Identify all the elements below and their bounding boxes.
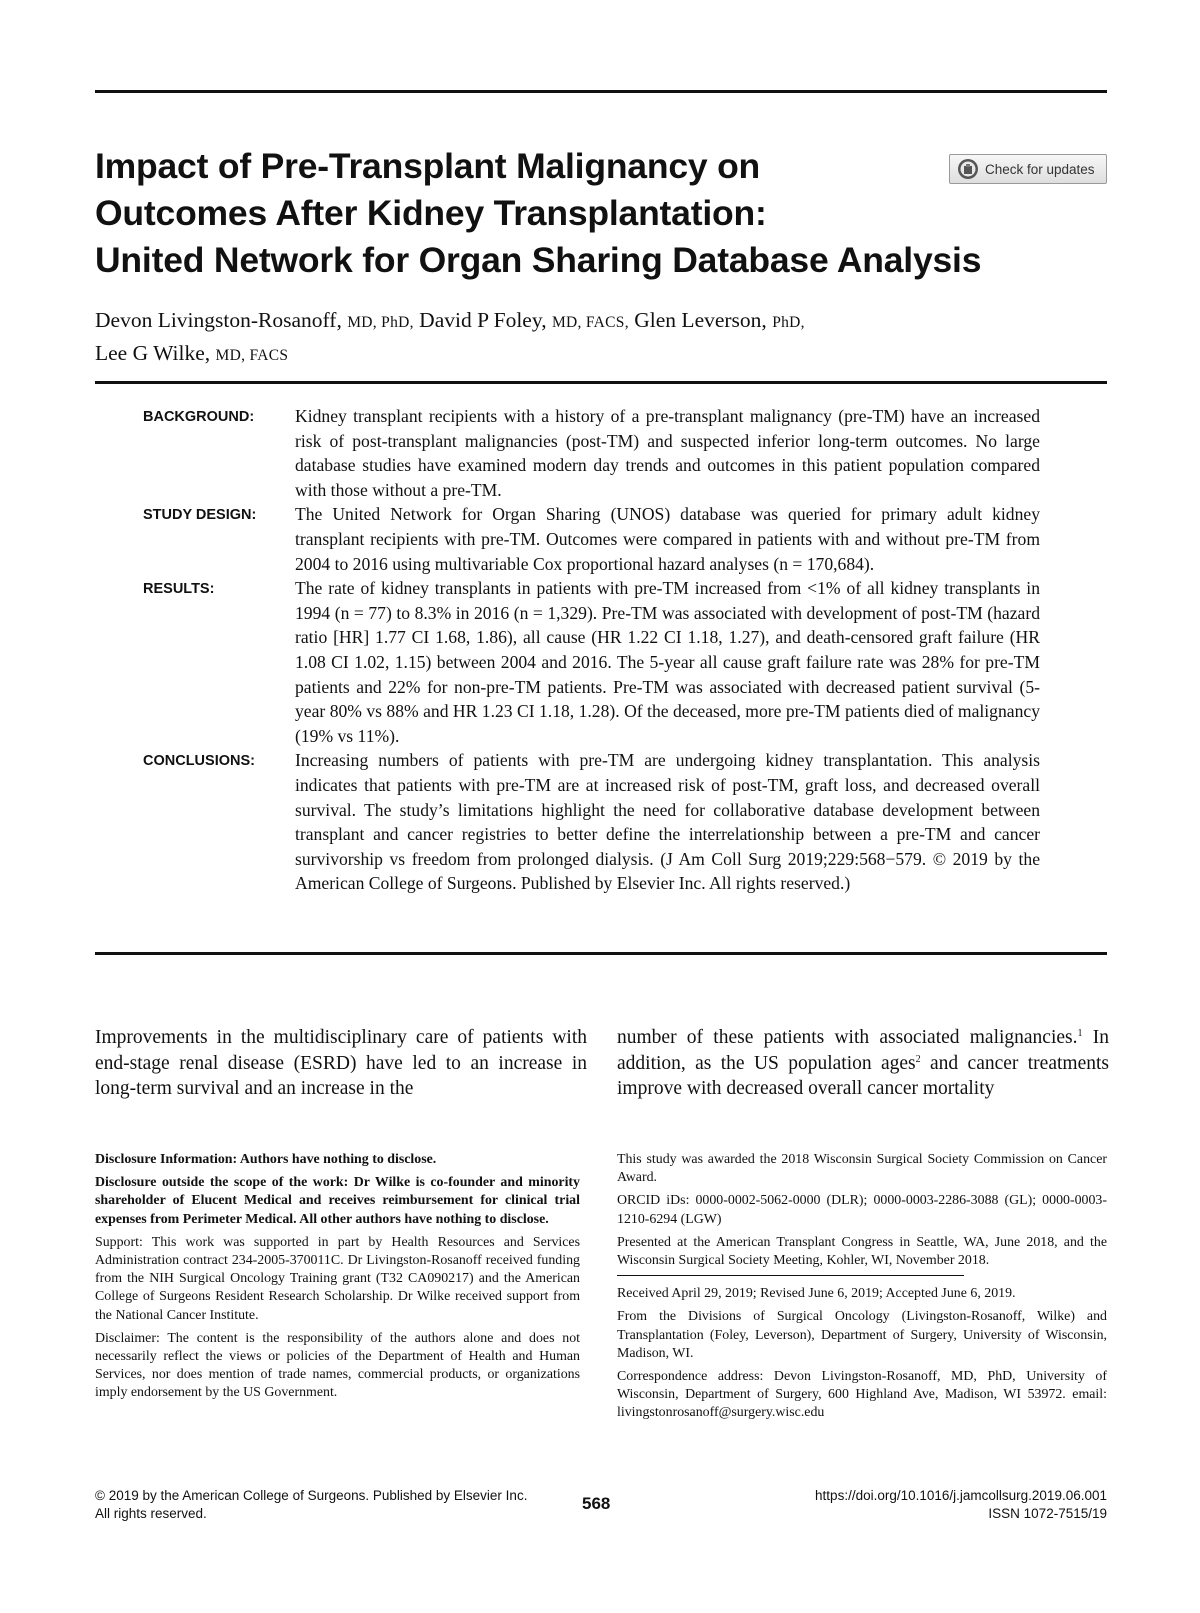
check-for-updates-button[interactable] [949,154,1107,184]
abstract-section-study-design [143,502,1043,576]
abstract-label: RESULTS: [143,581,215,598]
footer-identifiers [815,1487,1107,1523]
abstract-section-conclusions [143,748,1043,896]
correspondence-note: Correspondence address: Devon Livingston-Rosanoff, MD, PhD, University of Wisconsin, Department of Surgery, 600 Highland Ave, Madison, WI 53972. email: livingstonrosanoff@surgery.wisc.edu [617,1369,1107,1421]
disclosure-note: Disclosure Information: Authors have nothing to disclose. [95,1152,437,1167]
abstract-top-rule [95,381,1107,384]
orcid-note: ORCID iDs: 0000-0002-5062-0000 (DLR); 0000-0003-2286-3088 (GL); 0000-0003-1210-6294 (LGW) [617,1193,1107,1227]
author-name: David P Foley, [419,308,547,332]
body-text: number of these patients with associated malignancies. [617,1027,1078,1048]
footnotes-right [617,1151,1107,1428]
award-note: This study was awarded the 2018 Wisconsin Surgical Society Commission on Cancer Award. [617,1152,1107,1186]
author-degrees: MD, FACS, [551,314,629,331]
page-footer [95,1487,1107,1531]
title-line: Outcomes After Kidney Transplantation: [95,193,767,233]
abstract-bottom-rule [95,952,1107,955]
check-updates-icon [957,158,979,180]
support-note: Support: This work was supported in part by Health Resources and Services Administration contract 234-2005-370011C. Dr Livingston-Rosanoff received funding from the NIH Surgical Oncology Training grant (T32 CA090217) and the American College of Surgeons Resident Research Scholarship. Dr Wilke received support from the National Cancer Institute. [95,1234,580,1323]
doi-link[interactable]: https://doi.org/10.1016/j.jamcollsurg.2019.06.001 [815,1488,1107,1503]
copyright-line: © 2019 by the American College of Surgeons. Published by Elsevier Inc. [95,1488,528,1503]
author-degrees: PhD, [772,314,805,331]
body-text: In addition, as the US population ages [617,1027,1109,1074]
abstract-section-results [143,576,1043,748]
issn: ISSN 1072-7515/19 [988,1506,1107,1521]
disclosure-outside-note: Disclosure outside the scope of the work: Dr Wilke is co-founder and minority shareholder of Elucent Medical and receives reimbursement for clinical trial expenses from Perimeter Medical. All other authors have nothing to disclose. [95,1175,580,1227]
reference-link[interactable]: 2 [915,1053,921,1065]
body-text-right-column [617,1025,1109,1102]
received-note: Received April 29, 2019; Revised June 6, 2019; Accepted June 6, 2019. [617,1286,1016,1302]
author-list [95,305,1075,371]
abstract-text: The United Network for Organ Sharing (UNOS) database was queried for primary adult kidney transplant recipients with pre-TM. Outcomes were compared in patients with and without pre-TM from 2004 to 2016 using multivariable Cox proportional hazard analyses (n = 170,684). [295,504,1040,574]
page-number: 568 [582,1494,611,1513]
title-line: Impact of Pre-Transplant Malignancy on [95,146,761,186]
article-title [95,143,982,284]
abstract-label: STUDY DESIGN: [143,507,257,524]
abstract-label: BACKGROUND: [143,409,255,425]
footnotes-left [95,1151,580,1408]
footer-copyright [95,1487,527,1523]
disclaimer-note: Disclaimer: The content is the responsibility of the authors alone and does not necessarily reflect the views or policies of the Department of Health and Human Services, nor does mention of trade names, commercial products, or organizations imply endorsement by the US Government. [95,1330,580,1401]
body-text: and cancer treatments improve with decreased overall cancer mortality [617,1052,1109,1099]
abstract-section-background [143,404,1043,502]
affiliation-note: From the Divisions of Surgical Oncology (Livingston-Rosanoff, Wilke) and Transplantation (Foley, Leverson), Department of Surgery, University of Wisconsin, Madison, WI. [617,1309,1107,1361]
abstract-text: The rate of kidney transplants in patients with pre-TM increased from <1% of all kidney transplants in 1994 (n = 77) to 8.3% in 2016 (n = 1,329). Pre-TM was associated with development of post-TM (hazard ratio [HR] 1.77 CI 1.68, 1.86), all cause (HR 1.22 CI 1.18, 1.27), and death-censored graft failure (HR 1.08 CI 1.02, 1.15) between 2004 and 2016. The 5-year all cause graft failure rate was 28% for pre-TM patients and 22% for non-pre-TM patients. Pre-TM was associated with decreased patient survival (5-year 80% vs 88% and HR 1.23 CI 1.18, 1.28). Of the deceased, more pre-TM patients died of malignancy (19% vs 11%). [295,578,1040,746]
author-name: Glen Leverson, [634,308,767,332]
author-name: Devon Livingston-Rosanoff, [95,308,342,332]
check-for-updates-label: Check for updates [985,161,1095,177]
body-text-left-column: Improvements in the multidisciplinary care of patients with end-stage renal disease (ESRD) have led to an increase in long-term survival and an increase in the [95,1027,587,1099]
copyright-line: All rights reserved. [95,1506,207,1521]
author-degrees: MD, FACS [215,347,289,364]
title-line: United Network for Organ Sharing Database Analysis [95,240,982,280]
footnote-separator [617,1275,964,1276]
abstract [143,404,1043,896]
top-rule [95,90,1107,93]
author-name: Lee G Wilke, [95,341,211,365]
author-degrees: MD, PhD, [347,314,414,331]
presented-note: Presented at the American Transplant Congress in Seattle, WA, June 2018, and the Wisconsin Surgical Society Meeting, Kohler, WI, November 2018. [617,1234,1107,1269]
abstract-text: Kidney transplant recipients with a history of a pre-transplant malignancy (pre-TM) have an increased risk of post-transplant malignancies (post-TM) and suspected inferior long-term outcomes. No large database studies have examined modern day trends and outcomes in this patient population compared with those without a pre-TM. [295,406,1040,500]
abstract-label: CONCLUSIONS: [143,753,255,770]
abstract-text: Increasing numbers of patients with pre-TM are undergoing kidney transplantation. This analysis indicates that patients with pre-TM are at increased risk of post-TM, graft loss, and decreased overall survival. The study’s limitations highlight the need for collaborative database development between transplant and cancer registries to better define the interrelationship between a pre-TM and cancer survivorship vs freedom from prolonged dialysis. (J Am Coll Surg 2019;229:568−579. © 2019 by the American College of Surgeons. Published by Elsevier Inc. All rights reserved.) [295,750,1040,894]
reference-link[interactable]: 1 [1077,1028,1083,1039]
